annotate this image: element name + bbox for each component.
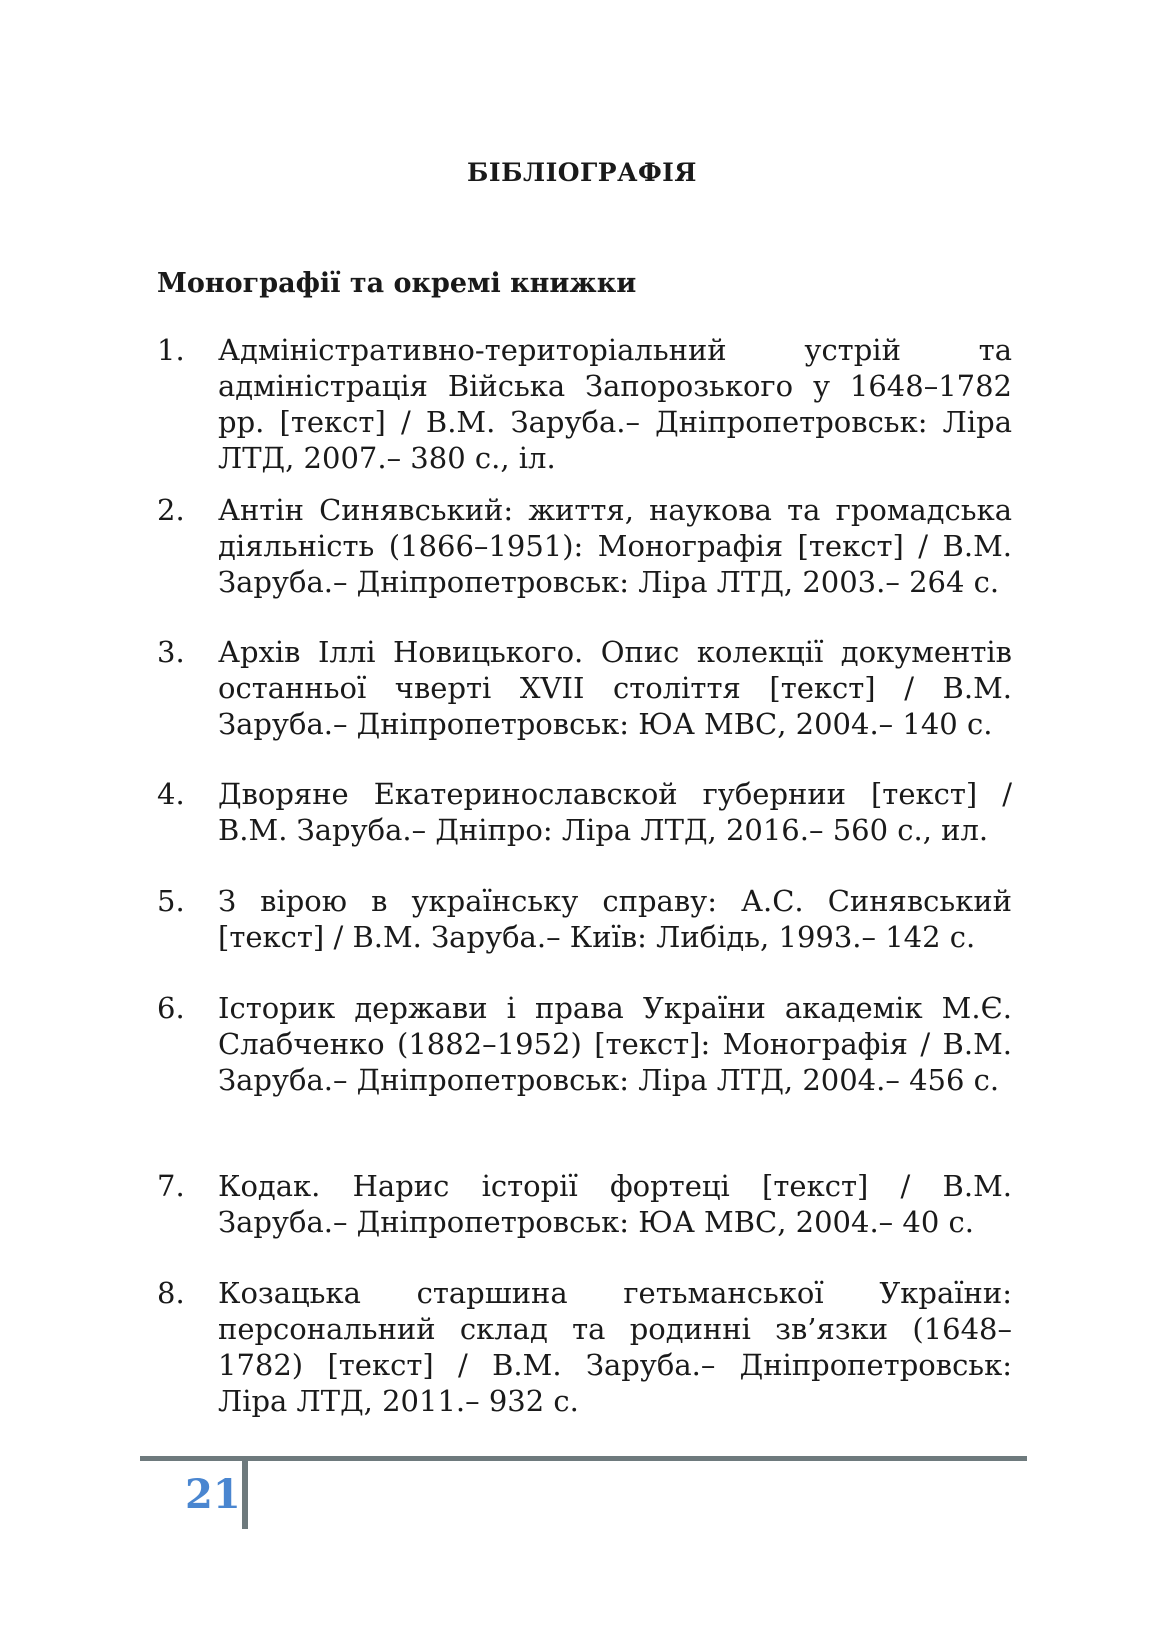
footer-rule	[140, 1456, 1027, 1461]
entry-number: 5.	[157, 884, 185, 918]
entry-number: 8.	[157, 1276, 185, 1310]
entry-number: 2.	[157, 493, 185, 527]
entry-text: Дворяне Екатеринославской губернии [текст] / В.М. Заруба.– Дніпро: Ліра ЛТД, 2016.– 560 с., ил.	[218, 777, 1012, 847]
page-number: 21	[185, 1471, 241, 1518]
entry-text: Історик держави і права України академік М.Є. Слабченко (1882–1952) [текст]: Монографія / В.М. Заруба.– Дніпропетровськ: Ліра ЛТД, 2004.– 456 с.	[218, 991, 1012, 1097]
entry-number: 7.	[157, 1169, 185, 1203]
entry-number: 3.	[157, 635, 185, 669]
entry-text: Архів Іллі Новицького. Опис колекції документів останньої чверті XVII століття [текст] / В.М. Заруба.– Дніпропетровськ: ЮА МВС, 2004.– 140 с.	[218, 635, 1012, 741]
entry-text: Адміністративно-територіальний устрій та адміністрація Війська Запорозького у 1648–1782 рр. [текст] / В.М. Заруба.– Дніпропетровськ: Ліра ЛТД, 2007.– 380 с., іл.	[218, 333, 1012, 475]
entry-number: 6.	[157, 991, 185, 1025]
page-title: БІБЛІОГРАФІЯ	[467, 158, 697, 187]
section-heading: Монографії та окремі книжки	[157, 268, 637, 299]
entry-number: 1.	[157, 333, 185, 367]
entry-text: З вірою в українську справу: А.С. Синявський [текст] / В.М. Заруба.– Київ: Либідь, 1993.– 142 с.	[218, 884, 1012, 954]
entry-text: Кодак. Нарис історії фортеці [текст] / В.М. Заруба.– Дніпропетровськ: ЮА МВС, 2004.– 40 с.	[218, 1169, 1012, 1239]
entry-number: 4.	[157, 777, 185, 811]
entry-text: Антін Синявський: життя, наукова та громадська діяльність (1866–1951): Монографія [текст] / В.М. Заруба.– Дніпропетровськ: Ліра ЛТД, 2003.– 264 с.	[218, 493, 1012, 599]
entry-text: Козацька старшина гетьманської України: персональний склад та родинні зв’язки (1648–1782) [текст] / В.М. Заруба.– Дніпропетровськ: Ліра ЛТД, 2011.– 932 с.	[218, 1276, 1012, 1418]
footer-divider	[242, 1456, 248, 1529]
